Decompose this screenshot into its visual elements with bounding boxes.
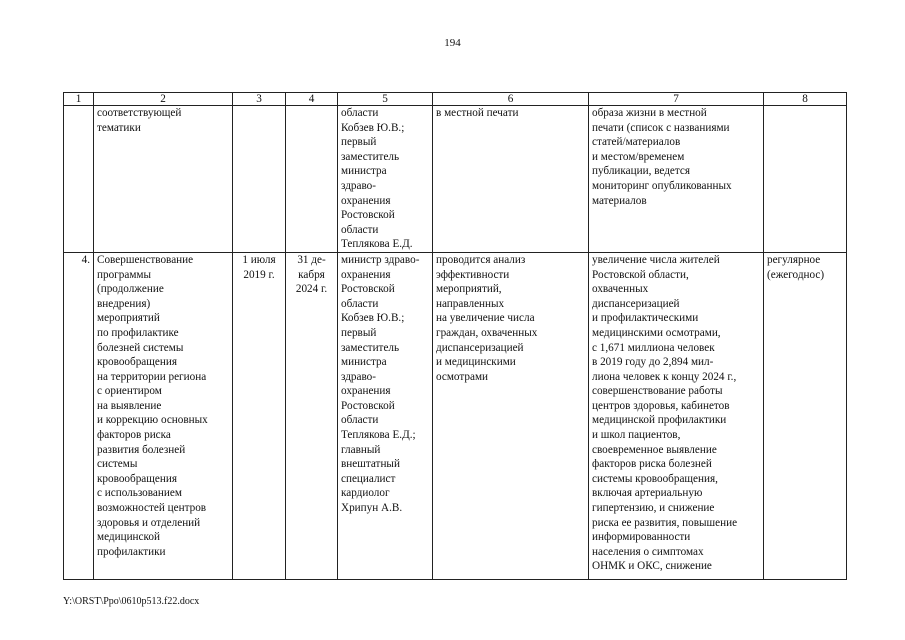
cell-text-line: области bbox=[341, 297, 379, 310]
responsible-cell bbox=[338, 106, 433, 253]
cell-text-line: медицинскими осмотрами, bbox=[592, 326, 721, 339]
column-number-cell: 4 bbox=[286, 93, 338, 106]
end-date-cell bbox=[286, 106, 338, 253]
cell-text-line: охранения bbox=[341, 194, 391, 207]
cell-text-line: мероприятий, bbox=[436, 283, 502, 296]
cell-text-line: болезней системы bbox=[97, 341, 184, 354]
cell-text-line: и медицинскими bbox=[436, 356, 516, 369]
cell-text-line: публикации, ведется bbox=[592, 165, 691, 178]
cell-text-line: министр здраво- bbox=[341, 253, 420, 266]
cell-text-line: совершенствование работы bbox=[592, 385, 723, 398]
cell-text-line: по профилактике bbox=[97, 326, 179, 339]
cell-text-line: министра bbox=[341, 356, 387, 369]
cell-text-line: Совершенствование bbox=[97, 253, 194, 266]
table-row bbox=[64, 252, 847, 579]
cell-text-line: гипертензию, и снижение bbox=[592, 502, 715, 515]
cell-text-line: и коррекцию основных bbox=[97, 414, 208, 427]
cell-text-line: (продолжение bbox=[97, 283, 164, 296]
cell-text-line: материалов bbox=[592, 194, 647, 207]
cell-text-line: тематики bbox=[97, 121, 141, 134]
cell-text-line: ОНМК и ОКС, снижение bbox=[592, 560, 712, 573]
cell-text-line: развития болезней bbox=[97, 443, 186, 456]
cell-text-line: кабря bbox=[298, 268, 325, 281]
cell-text-line: Теплякова Е.Д.; bbox=[341, 429, 416, 442]
cell-text-line: информированности bbox=[592, 531, 691, 544]
table-row bbox=[64, 106, 847, 253]
cell-text-line: соответствующей bbox=[97, 107, 182, 119]
cell-text-line: центров здоровья, кабинетов bbox=[592, 399, 730, 412]
cell-text-line: и местом/временем bbox=[592, 150, 685, 163]
plan-table bbox=[63, 92, 847, 580]
measure-cell bbox=[94, 106, 233, 253]
cell-text-line: министра bbox=[341, 165, 387, 178]
item-number-cell bbox=[64, 252, 94, 579]
cell-text-line: здраво- bbox=[341, 179, 376, 192]
cell-text-line: с 1,671 миллиона человек bbox=[592, 341, 715, 354]
cell-text-line: лиона человек к концу 2024 г., bbox=[592, 370, 737, 383]
start-date-cell bbox=[233, 252, 286, 579]
cell-text-line: и школ пациентов, bbox=[592, 429, 681, 442]
cell-text-line: Кобзев Ю.В.; bbox=[341, 312, 405, 325]
cell-text-line: первый bbox=[341, 136, 377, 149]
cell-text-line: Хрипун А.В. bbox=[341, 502, 403, 515]
cell-text-line: на территории региона bbox=[97, 370, 207, 383]
cell-text-line: включая артериальную bbox=[592, 487, 703, 500]
cell-text-line: статей/материалов bbox=[592, 136, 681, 149]
cell-text-line: населения о симптомах bbox=[592, 545, 704, 558]
column-number-cell: 5 bbox=[338, 93, 433, 106]
cell-text-line: медицинской профилактики bbox=[592, 414, 727, 427]
column-number-cell: 2 bbox=[94, 93, 233, 106]
cell-text-line: мероприятий bbox=[97, 312, 160, 325]
cell-text-line: регулярное bbox=[767, 253, 821, 266]
cell-text-line: 2019 г. bbox=[243, 268, 275, 281]
cell-text-line: заместитель bbox=[341, 150, 400, 163]
cell-text-line: заместитель bbox=[341, 341, 400, 354]
cell-text-line: охваченных bbox=[592, 283, 649, 296]
cell-text-line: охранения bbox=[341, 268, 391, 281]
responsible-cell bbox=[338, 252, 433, 579]
column-number-cell: 1 bbox=[64, 93, 94, 106]
cell-text-line: в местной печати bbox=[436, 107, 519, 119]
cell-text-line: увеличение числа жителей bbox=[592, 253, 720, 266]
cell-text-line: профилактики bbox=[97, 545, 166, 558]
cell-text-line: кровообращения bbox=[97, 472, 177, 485]
cell-text-line: направленных bbox=[436, 297, 505, 310]
cell-text-line: печати (список с названиями bbox=[592, 121, 730, 134]
cell-text-line: кардиолог bbox=[341, 487, 390, 500]
page-number: 194 bbox=[444, 37, 461, 49]
column-number-cell: 8 bbox=[764, 93, 847, 106]
cell-text-line: диспансеризацией bbox=[592, 297, 680, 310]
cell-text-line: факторов риска bbox=[97, 429, 171, 442]
cell-text-line: медицинской bbox=[97, 531, 160, 544]
cell-text-line: образа жизни в местной bbox=[592, 107, 707, 119]
cell-text-line: с использованием bbox=[97, 487, 182, 500]
cell-text-line: 31 де- bbox=[297, 253, 326, 266]
cell-text-line: области bbox=[341, 414, 379, 427]
cell-text-line: возможностей центров bbox=[97, 502, 207, 515]
cell-text-line: эффективности bbox=[436, 268, 510, 281]
column-number-cell: 7 bbox=[589, 93, 764, 106]
cell-text-line: охранения bbox=[341, 385, 391, 398]
column-number-cell: 3 bbox=[233, 93, 286, 106]
result-cell bbox=[589, 106, 764, 253]
cell-text-line: на выявление bbox=[97, 399, 162, 412]
cell-text-line: области bbox=[341, 107, 379, 119]
cell-text-line: (ежегоднос) bbox=[767, 268, 825, 281]
item-number-cell bbox=[64, 106, 94, 253]
measure-cell bbox=[94, 252, 233, 579]
frequency-cell bbox=[764, 252, 847, 579]
cell-text-line: системы bbox=[97, 458, 138, 471]
cell-text-line: Кобзев Ю.В.; bbox=[341, 121, 405, 134]
cell-text-line: главный bbox=[341, 443, 381, 456]
description-cell bbox=[433, 252, 589, 579]
cell-text-line: области bbox=[341, 223, 379, 236]
description-cell bbox=[433, 106, 589, 253]
cell-text-line: специалист bbox=[341, 472, 396, 485]
cell-text-line: 1 июля bbox=[242, 253, 276, 266]
cell-text-line: осмотрами bbox=[436, 370, 489, 383]
column-number-row bbox=[64, 93, 847, 106]
cell-text-line: Ростовской bbox=[341, 399, 395, 412]
cell-text-line: 4. bbox=[81, 253, 90, 266]
cell-text-line: 2024 г. bbox=[295, 283, 328, 296]
cell-text-line: системы кровообращения, bbox=[592, 472, 718, 485]
cell-text-line: внештатный bbox=[341, 458, 400, 471]
cell-text-line: первый bbox=[341, 326, 377, 339]
result-cell bbox=[589, 252, 764, 579]
cell-text-line: кровообращения bbox=[97, 356, 177, 369]
cell-text-line: Ростовской области, bbox=[592, 268, 689, 281]
cell-text-line: своевременное выявление bbox=[592, 443, 717, 456]
cell-text-line: мониторинг опубликованных bbox=[592, 179, 732, 192]
cell-text-line: граждан, охваченных bbox=[436, 326, 538, 339]
start-date-cell bbox=[233, 106, 286, 253]
cell-text-line: риска ее развития, повышение bbox=[592, 516, 738, 529]
cell-text-line: факторов риска болезней bbox=[592, 458, 712, 471]
cell-text-line: и профилактическими bbox=[592, 312, 699, 325]
cell-text-line: с ориентиром bbox=[97, 385, 162, 398]
file-path-footer: Y:\ORST\Ppo\0610p513.f22.docx bbox=[63, 596, 200, 607]
end-date-cell bbox=[286, 252, 338, 579]
cell-text-line: диспансеризацией bbox=[436, 341, 524, 354]
cell-text-line: здоровья и отделений bbox=[97, 516, 201, 529]
column-number-cell: 6 bbox=[433, 93, 589, 106]
cell-text-line: Ростовской bbox=[341, 283, 395, 296]
cell-text-line: проводится анализ bbox=[436, 253, 526, 266]
cell-text-line: на увеличение числа bbox=[436, 312, 535, 325]
cell-text-line: в 2019 году до 2,894 мил- bbox=[592, 356, 714, 369]
cell-text-line: программы bbox=[97, 268, 151, 281]
cell-text-line: внедрения) bbox=[97, 297, 151, 310]
cell-text-line: Теплякова Е.Д. bbox=[341, 238, 413, 251]
cell-text-line: Ростовской bbox=[341, 209, 395, 222]
frequency-cell bbox=[764, 106, 847, 253]
cell-text-line: здраво- bbox=[341, 370, 376, 383]
